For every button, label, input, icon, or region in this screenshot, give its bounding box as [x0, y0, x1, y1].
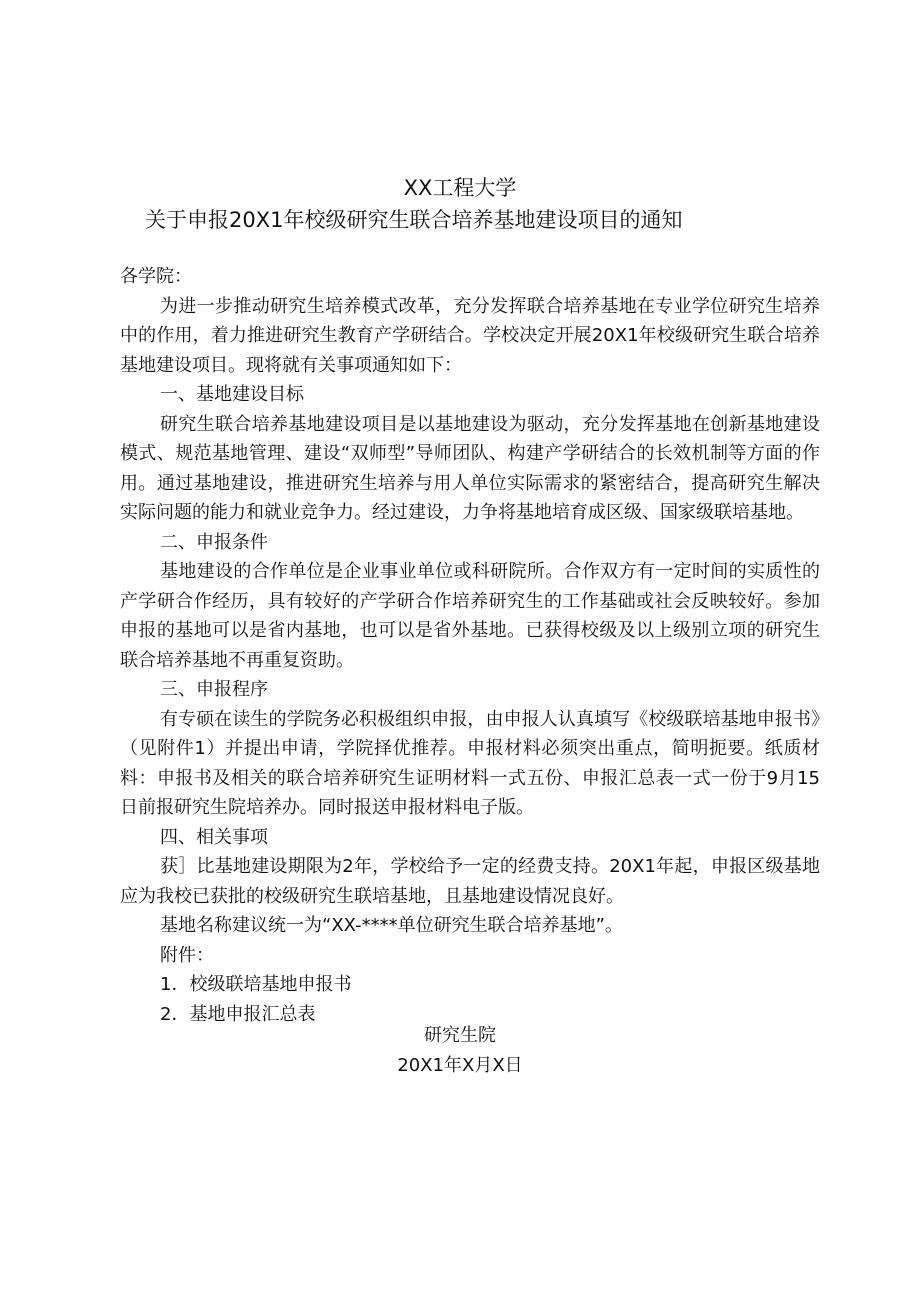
- document-body: [120, 262, 820, 1029]
- section-heading: 三、申报程序: [160, 679, 268, 700]
- signature-date: 20X1年X月X日: [397, 1055, 523, 1076]
- salutation: 各学院：: [120, 266, 192, 287]
- intro-paragraph: 为进一步推动研究生培养模式改革，充分发挥联合培养基地在专业学位研究生培养中的作用，着力推进研究生教育产学研结合。学校决定开展20X1年校级研究生联合培养基地建设项目。现将就有关事项通知如下：: [120, 295, 820, 376]
- attachment-item: 2．基地申报汇总表: [160, 1003, 316, 1025]
- naming-note: 基地名称建议统一为“XX-****单位研究生联合培养基地”。: [160, 915, 623, 936]
- section-paragraph: 有专硕在读生的学院务必积极组织申报，由申报人认真填写《校级联培基地申报书》（见附件1）并提出申请，学院择优推荐。申报材料必须突出重点，简明扼要。纸质材料：申报书及相关的联合培养研究生证明材料一式五份、申报汇总表一式一份于9月15日前报研究生院培养办。同时报送申报材料电子版。: [120, 708, 820, 818]
- document-subtitle: 关于申报20X1年校级研究生联合培养基地建设项目的通知: [145, 208, 683, 232]
- attachment-item: 1．校级联培基地申报书: [160, 974, 352, 995]
- attachments-label: 附件：: [160, 944, 214, 966]
- section-heading: 二、申报条件: [160, 531, 268, 553]
- document-title: XX工程大学: [403, 176, 517, 200]
- signature-org: 研究生院: [424, 1025, 496, 1046]
- section-heading: 四、相关事项: [160, 826, 268, 848]
- section-heading: 一、基地建设目标: [160, 384, 304, 405]
- section-paragraph: 获］比基地建设期限为2年，学校给予一定的经费支持。20X1年起，申报区级基地应为我校已获批的校级研究生联培基地，且基地建设情况良好。: [120, 856, 820, 907]
- section-paragraph: 基地建设的合作单位是企业事业单位或科研院所。合作双方有一定时间的实质性的产学研合作经历，具有较好的产学研合作培养研究生的工作基础或社会反映较好。参加申报的基地可以是省内基地，也可以是省外基地。已获得校级及以上级别立项的研究生联合培养基地不再重复资助。: [120, 561, 820, 671]
- section-paragraph: 研究生联合培养基地建设项目是以基地建设为驱动，充分发挥基地在创新基地建设模式、规范基地管理、建设“双师型”导师团队、构建产学研结合的长效机制等方面的作用。通过基地建设，推进研究生培养与用人单位实际需求的紧密结合，提高研究生解决实际问题的能力和就业竞争力。经过建设，力争将基地培育成区级、国家级联培基地。: [120, 413, 820, 523]
